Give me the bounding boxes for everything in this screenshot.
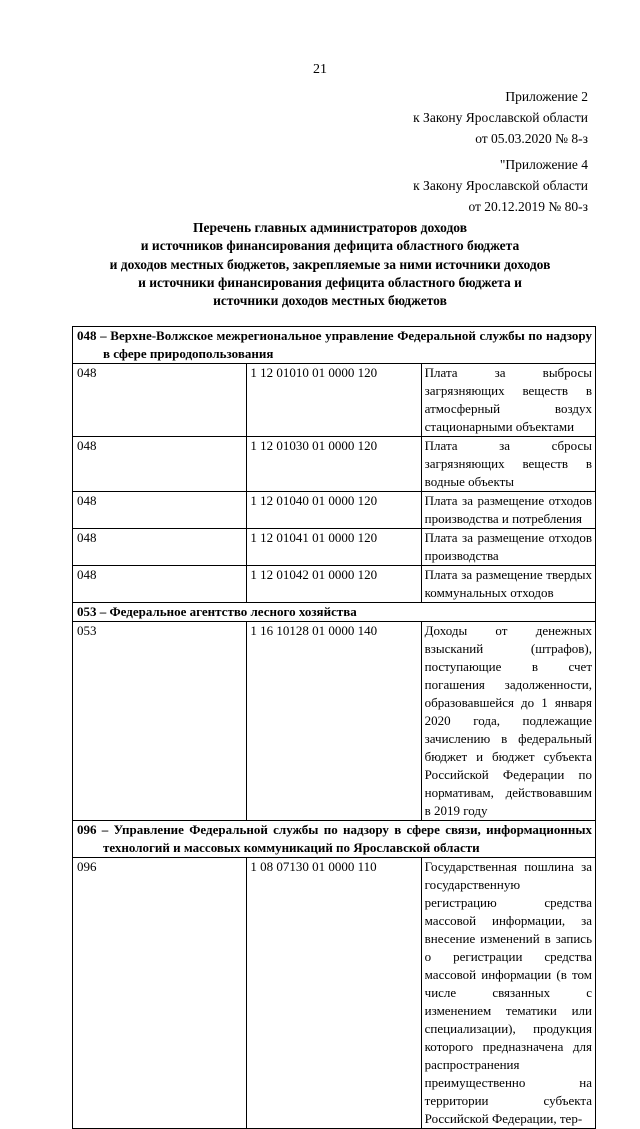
document-title xyxy=(70,219,590,310)
admin-code-cell: 048 xyxy=(73,566,247,603)
admin-code-cell: 048 xyxy=(73,529,247,566)
budget-code-cell: 1 16 10128 01 0000 140 xyxy=(247,622,421,821)
title-line5: источники доходов местных бюджетов xyxy=(213,293,447,309)
income-name-cell: Плата за размещение отходов производства и потребления xyxy=(421,492,595,529)
table-row xyxy=(73,622,596,821)
section-heading: 053 – Федеральное агентство лесного хозяйства xyxy=(73,603,596,622)
section-heading-row xyxy=(73,603,596,622)
table-row xyxy=(73,858,596,1129)
section-heading: 048 – Верхне-Волжское межрегиональное управление Федеральной службы по надзору в сфере природопользования xyxy=(73,327,596,364)
budget-code-cell: 1 12 01030 01 0000 120 xyxy=(247,437,421,492)
budget-code-cell: 1 12 01040 01 0000 120 xyxy=(247,492,421,529)
table-row xyxy=(73,492,596,529)
title-line2: и источников финансирования дефицита областного бюджета xyxy=(140,238,520,254)
income-name-cell: Государственная пошлина за государственную регистрацию средства массовой информации, за внесение изменений в запись о регистрации средства массовой информации (в том числе связанных с изменением тематики или специализации), продукция которого предназначена для распространения преимущественно на территории субъекта Российской Федерации, тер- xyxy=(421,858,595,1129)
section-heading-row xyxy=(73,821,596,858)
budget-code-cell: 1 08 07130 01 0000 110 xyxy=(247,858,421,1129)
admin-code-cell: 048 xyxy=(73,437,247,492)
title-line1: Перечень главных администраторов доходов xyxy=(192,220,468,235)
appendix-new-line2: к Закону Ярославской области xyxy=(413,110,588,125)
section-heading: 096 – Управление Федеральной службы по надзору в сфере связи, информационных технологий и массовых коммуникаций по Ярославской области xyxy=(73,821,596,858)
appendix-old-line1: "Приложение 4 xyxy=(499,157,588,172)
admin-code-cell: 048 xyxy=(73,364,247,437)
admin-code-cell: 096 xyxy=(73,858,247,1129)
table-row xyxy=(73,364,596,437)
budget-code-cell: 1 12 01041 01 0000 120 xyxy=(247,529,421,566)
admin-code-cell: 053 xyxy=(73,622,247,821)
income-name-cell: Доходы от денежных взысканий (штрафов), поступающие в счет погашения задолженности, образовавшейся до 1 января 2020 года, подлежащие зачислению в федеральный бюджет и бюджет субъекта Российской Федерации по нормативам, действовавшим в 2019 году xyxy=(421,622,595,821)
table-row xyxy=(73,529,596,566)
appendix-new-line3: от 05.03.2020 № 8-з xyxy=(475,131,588,146)
income-name-cell: Плата за размещение твердых коммунальных отходов xyxy=(421,566,595,603)
appendix-header-old xyxy=(413,154,588,217)
income-name-cell: Плата за размещение отходов производства xyxy=(421,529,595,566)
title-line4: и источники финансирования дефицита областного бюджета и xyxy=(138,274,522,290)
page-number: 21 xyxy=(313,62,327,77)
income-name-cell: Плата за выбросы загрязняющих веществ в атмосферный воздух стационарными объектами xyxy=(421,364,595,437)
title-line3: и доходов местных бюджетов, закрепляемые за ними источники доходов xyxy=(109,256,551,272)
appendix-new-line1: Приложение 2 xyxy=(505,89,588,104)
appendix-old-line2: к Закону Ярославской области xyxy=(413,178,588,193)
appendix-old-line3: от 20.12.2019 № 80-з xyxy=(468,199,588,214)
table-row xyxy=(73,566,596,603)
budget-code-cell: 1 12 01042 01 0000 120 xyxy=(247,566,421,603)
table-row xyxy=(73,437,596,492)
income-name-cell: Плата за сбросы загрязняющих веществ в водные объекты xyxy=(421,437,595,492)
administrators-table xyxy=(72,326,596,1129)
budget-code-cell: 1 12 01010 01 0000 120 xyxy=(247,364,421,437)
admin-code-cell: 048 xyxy=(73,492,247,529)
section-heading-row xyxy=(73,327,596,364)
appendix-header-new xyxy=(413,86,588,149)
